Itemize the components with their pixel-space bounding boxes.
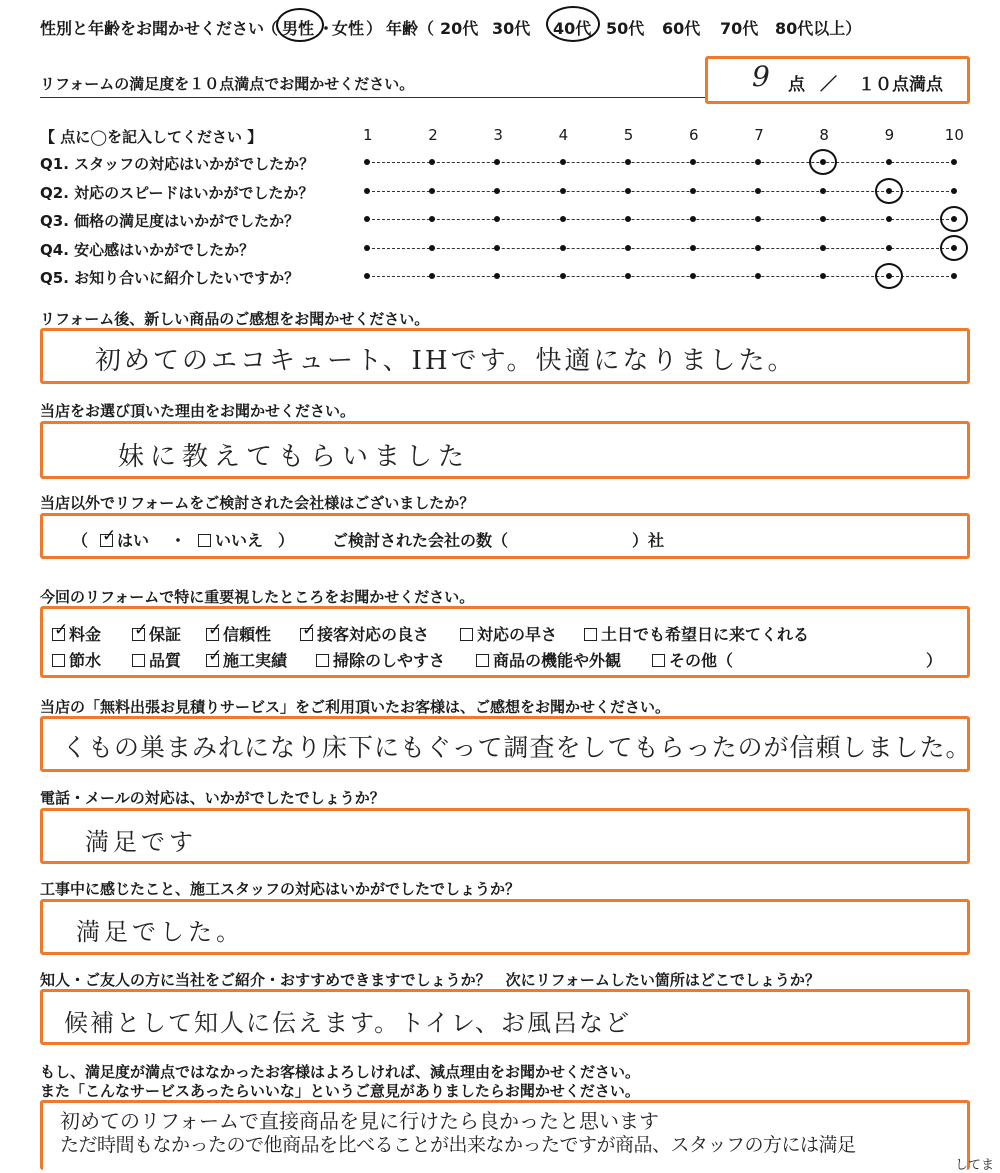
- scale-label-8: 8: [819, 126, 829, 144]
- rating-point-q5-2[interactable]: [429, 273, 435, 279]
- priority-checkbox-row1-5[interactable]: [460, 628, 473, 641]
- score-unit: 点: [788, 75, 805, 95]
- rating-point-q1-5[interactable]: [625, 159, 631, 165]
- priority-option-row1-6[interactable]: [584, 622, 809, 645]
- age-option-30[interactable]: 30代: [492, 19, 531, 38]
- rating-point-q4-2[interactable]: [429, 245, 435, 251]
- priority-checkbox-row2-1[interactable]: [52, 654, 65, 667]
- rating-line-5: [367, 276, 954, 277]
- rating-point-q5-1[interactable]: [364, 273, 370, 279]
- age-option-50[interactable]: 50代: [606, 19, 645, 38]
- scale-label-3: 3: [493, 126, 503, 144]
- priority-label-row1-4: 接客対応の良さ: [317, 625, 430, 644]
- rating-question-2: Q2. 対応のスピードはいかがでしたか？: [40, 183, 314, 202]
- score-slash: ／: [820, 75, 837, 95]
- priority-option-row2-1[interactable]: [52, 648, 101, 671]
- age-label: 年齢（: [386, 19, 435, 38]
- company-count-label: ご検討された会社の数（: [332, 531, 509, 550]
- phone-answer: 満足です: [85, 828, 197, 856]
- scale-label-9: 9: [884, 126, 895, 144]
- rating-point-q5-6[interactable]: [690, 273, 696, 279]
- score-value: 9: [752, 60, 770, 93]
- other-companies-question: 当店以外でリフォームをご検討された会社様はございましたか？: [40, 494, 475, 512]
- priority-label-row2-3: 施工実績: [223, 651, 288, 670]
- age-option-70[interactable]: 70代: [720, 19, 759, 38]
- age-option-20[interactable]: 20代: [440, 19, 479, 38]
- priority-option-row2-6[interactable]: [652, 648, 733, 671]
- rating-point-q1-3[interactable]: [494, 159, 500, 165]
- rating-point-q3-7[interactable]: [755, 216, 761, 222]
- rating-point-q1-9[interactable]: [886, 159, 892, 165]
- priority-checkbox-row2-3[interactable]: [206, 654, 219, 667]
- rating-point-q1-10[interactable]: [951, 159, 957, 165]
- priority-label-row2-5: 商品の機能や外観: [493, 651, 622, 670]
- phone-question: 電話・メールの対応は、いかがでしたでしょうか？: [40, 789, 385, 807]
- rating-point-q3-6[interactable]: [690, 216, 696, 222]
- priority-option-row2-3[interactable]: [206, 648, 287, 671]
- gender-paren-close: ）: [366, 19, 383, 38]
- no-label: いいえ: [215, 531, 264, 550]
- priority-option-row2-4[interactable]: [316, 648, 445, 671]
- age-40-selection-circle: [546, 6, 600, 42]
- priority-checkbox-row1-3[interactable]: [206, 628, 219, 641]
- gender-separator: ・: [318, 19, 335, 38]
- reason-answer: 妹に教えてもらいました: [118, 442, 471, 472]
- score-max-label: １０点満点: [858, 75, 943, 95]
- rating-answer-circle-q4: [940, 235, 968, 261]
- rating-point-q1-7[interactable]: [755, 159, 761, 165]
- gender-age-label: 性別と年齢をお聞かせください: [40, 19, 265, 38]
- gender-option-female[interactable]: 女性: [332, 19, 365, 38]
- other-companies-paren-open: （: [72, 531, 89, 550]
- priority-checkbox-row1-2[interactable]: [132, 628, 145, 641]
- improve-answer-line-1: 初めてのリフォームで直接商品を見に行けたら良かったと思います: [60, 1109, 659, 1133]
- age-option-60[interactable]: 60代: [662, 19, 701, 38]
- rating-question-4: Q4. 安心感はいかがでしたか？: [40, 240, 255, 259]
- recommend-answer: 候補として知人に伝えます。トイレ、お風呂など: [64, 1009, 631, 1037]
- priority-option-row1-2[interactable]: [132, 622, 181, 645]
- rating-point-q3-8[interactable]: [820, 216, 826, 222]
- priority-label-row1-3: 信頼性: [223, 625, 272, 644]
- reason-question: 当店をお選び頂いた理由をお聞かせください。: [40, 402, 356, 420]
- scale-label-2: 2: [428, 126, 438, 144]
- priority-checkbox-row2-4[interactable]: [316, 654, 329, 667]
- rating-point-q2-4[interactable]: [560, 188, 566, 194]
- rating-point-q4-1[interactable]: [364, 245, 370, 251]
- priority-label-row2-2: 品質: [149, 651, 182, 670]
- scale-label-5: 5: [623, 126, 634, 144]
- rating-answer-circle-q3: [940, 206, 968, 232]
- priority-option-row1-5[interactable]: [460, 622, 557, 645]
- rating-point-q3-9[interactable]: [886, 216, 892, 222]
- rating-point-q5-4[interactable]: [560, 273, 566, 279]
- rating-point-q5-10[interactable]: [951, 273, 957, 279]
- staff-question: 工事中に感じたこと、施工スタッフの対応はいかがでしたでしょうか？: [40, 880, 521, 898]
- rating-point-q2-6[interactable]: [690, 188, 696, 194]
- rating-answer-circle-q2: [875, 178, 903, 204]
- scale-label-10: 10: [944, 126, 964, 144]
- improve-answer-line-3: してま: [955, 1158, 995, 1173]
- priority-checkbox-row2-2[interactable]: [132, 654, 145, 667]
- yes-no-separator: ・: [170, 531, 187, 550]
- priority-checkbox-row1-1[interactable]: [52, 628, 65, 641]
- rating-point-q4-8[interactable]: [820, 245, 826, 251]
- rating-answer-circle-q1: [809, 149, 837, 175]
- rating-point-q4-5[interactable]: [625, 245, 631, 251]
- scale-label-7: 7: [754, 126, 764, 144]
- rating-point-q5-7[interactable]: [755, 273, 761, 279]
- yes-checkbox[interactable]: [100, 534, 113, 547]
- rating-point-q1-4[interactable]: [560, 159, 566, 165]
- rating-point-q4-7[interactable]: [755, 245, 761, 251]
- scale-label-1: 1: [363, 126, 373, 144]
- rating-instruction: 【 点に◯を記入してください 】: [40, 128, 263, 146]
- rating-line-3: [367, 219, 954, 220]
- rating-point-q1-1[interactable]: [364, 159, 370, 165]
- rating-point-q3-3[interactable]: [494, 216, 500, 222]
- improve-question-line-2: また「こんなサービスあったらいいな」というご意見がありましたらお聞かせください。: [40, 1082, 640, 1100]
- priority-checkbox-row2-5[interactable]: [476, 654, 489, 667]
- recommend-question: 知人・ご友人の方に当社をご紹介・おすすめできますでしょうか？ 次にリフォームしたい箇所はどこでしょうか？: [40, 971, 820, 989]
- priority-option-row1-1[interactable]: [52, 622, 101, 645]
- rating-point-q3-2[interactable]: [429, 216, 435, 222]
- improve-question-line-1: もし、満足度が満点ではなかったお客様はよろしければ、減点理由をお聞かせください。: [40, 1063, 641, 1081]
- priority-checkbox-row1-4[interactable]: [300, 628, 313, 641]
- priority-label-row1-1: 料金: [69, 625, 102, 644]
- rating-point-q3-4[interactable]: [560, 216, 566, 222]
- priority-label-row1-2: 保証: [149, 625, 182, 644]
- other-paren-close: ）: [926, 651, 943, 670]
- company-count-suffix: ）社: [632, 531, 665, 550]
- impression-answer: 初めてのエコキュート、IHです。快適になりました。: [95, 346, 797, 376]
- improve-answer-line-2: ただ時間もなかったので他商品を比べることが出来なかったですが商品、スタッフの方には満足: [60, 1134, 856, 1156]
- rating-point-q3-1[interactable]: [364, 216, 370, 222]
- satisfaction-question: リフォームの満足度を１０点満点でお聞かせください。: [40, 75, 415, 93]
- rating-point-q2-5[interactable]: [625, 188, 631, 194]
- rating-question-1: Q1. スタッフの対応はいかがでしたか？: [40, 155, 315, 173]
- scale-label-4: 4: [558, 126, 569, 144]
- male-selection-circle: [276, 8, 324, 42]
- priority-label-row2-1: 節水: [69, 651, 102, 670]
- rating-answer-circle-q5: [875, 263, 903, 289]
- priority-option-row1-4[interactable]: [300, 622, 429, 645]
- yes-option[interactable]: [100, 528, 149, 551]
- impression-question: リフォーム後、新しい商品のご感想をお聞かせください。: [40, 310, 430, 328]
- gender-paren-open: （: [262, 19, 279, 38]
- priority-option-row1-3[interactable]: [206, 622, 271, 645]
- priority-label-row1-5: 対応の早さ: [477, 625, 558, 644]
- rating-point-q4-9[interactable]: [886, 245, 892, 251]
- priority-option-row2-2[interactable]: [132, 648, 181, 671]
- rating-question-3: Q3. 価格の満足度はいかがでしたか？: [40, 212, 300, 230]
- rating-line-4: [367, 248, 954, 249]
- rating-point-q5-3[interactable]: [494, 273, 500, 279]
- rating-point-q4-3[interactable]: [494, 245, 500, 251]
- other-companies-paren-close: ）: [278, 531, 295, 550]
- rating-line-1: [367, 162, 954, 163]
- priorities-question: 今回のリフォームで特に重要視したところをお聞かせください。: [40, 588, 475, 606]
- satisfaction-underline: [40, 97, 705, 98]
- rating-point-q5-5[interactable]: [625, 273, 631, 279]
- rating-point-q4-6[interactable]: [690, 245, 696, 251]
- rating-point-q2-8[interactable]: [820, 188, 826, 194]
- priority-checkbox-row1-6[interactable]: [584, 628, 597, 641]
- priority-label-row2-4: 掃除のしやすさ: [333, 651, 446, 670]
- rating-line-2: [367, 191, 954, 192]
- priority-label-row1-6: 土日でも希望日に来てくれる: [601, 625, 810, 644]
- age-option-40[interactable]: 40代: [553, 19, 592, 38]
- yes-label: はい: [117, 531, 150, 550]
- scale-label-6: 6: [689, 126, 699, 144]
- priority-checkbox-row2-6[interactable]: [652, 654, 665, 667]
- gender-option-male[interactable]: 男性: [282, 19, 315, 38]
- priority-label-row2-6: その他（: [669, 651, 734, 670]
- no-checkbox[interactable]: [198, 534, 211, 547]
- estimate-question: 当店の「無料出張お見積りサービス」をご利用頂いたお客様は、ご感想をお聞かせください。: [40, 698, 671, 716]
- rating-point-q5-8[interactable]: [820, 273, 826, 279]
- rating-point-q1-2[interactable]: [429, 159, 435, 165]
- age-option-80[interactable]: 80代以上）: [775, 19, 862, 38]
- rating-point-q2-10[interactable]: [951, 188, 957, 194]
- rating-point-q2-3[interactable]: [494, 188, 500, 194]
- no-option[interactable]: [198, 528, 263, 551]
- rating-point-q2-1[interactable]: [364, 188, 370, 194]
- rating-point-q2-7[interactable]: [755, 188, 761, 194]
- rating-point-q1-6[interactable]: [690, 159, 696, 165]
- estimate-answer: くもの巣まみれになり床下にもぐって調査をしてもらったのが信頼しました。: [62, 733, 972, 762]
- rating-question-5: Q5. お知り合いに紹介したいですか？: [40, 269, 300, 287]
- staff-answer: 満足でした。: [76, 918, 244, 946]
- rating-point-q2-2[interactable]: [429, 188, 435, 194]
- rating-point-q3-5[interactable]: [625, 216, 631, 222]
- priority-option-row2-5[interactable]: [476, 648, 621, 671]
- rating-point-q4-4[interactable]: [560, 245, 566, 251]
